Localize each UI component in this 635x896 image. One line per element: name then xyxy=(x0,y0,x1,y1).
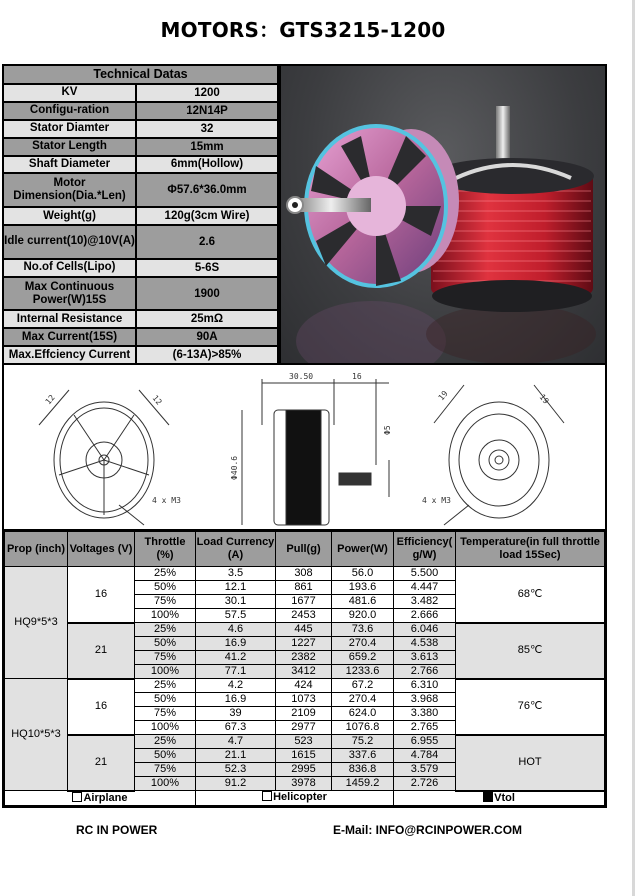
data-cell: 4.784 xyxy=(394,749,456,763)
data-cell: 56.0 xyxy=(332,567,394,581)
data-cell: 5.500 xyxy=(394,567,456,581)
data-cell: 481.6 xyxy=(332,595,394,609)
voltage-cell: 16 xyxy=(68,679,135,735)
tech-row xyxy=(4,85,277,103)
data-cell: 2.765 xyxy=(394,721,456,735)
data-cell: 1073 xyxy=(276,693,332,707)
data-cell: 57.5 xyxy=(196,609,276,623)
data-cell: 2.726 xyxy=(394,777,456,791)
data-cell: 1459.2 xyxy=(332,777,394,791)
data-cell: 2.766 xyxy=(394,665,456,679)
tech-row xyxy=(4,103,277,121)
technical-data-table xyxy=(4,66,279,363)
data-cell: 100% xyxy=(135,721,196,735)
tech-value: 6mm(Hollow) xyxy=(170,158,244,171)
type-option-helicopter[interactable] xyxy=(196,791,394,806)
data-cell: 75% xyxy=(135,763,196,777)
data-cell: 75% xyxy=(135,707,196,721)
data-cell: 77.1 xyxy=(196,665,276,679)
temperature-cell: HOT xyxy=(456,735,605,791)
side-shaft-diameter-dim: Φ5 xyxy=(383,425,392,435)
tech-label: Motor Dimension(Dia.*Len) xyxy=(4,174,137,206)
data-cell: 100% xyxy=(135,777,196,791)
technical-data-heading: Technical Datas xyxy=(4,66,277,85)
data-cell: 2382 xyxy=(276,651,332,665)
table-row xyxy=(5,735,605,749)
data-cell: 4.2 xyxy=(196,679,276,693)
data-cell: 100% xyxy=(135,609,196,623)
data-cell: 75% xyxy=(135,651,196,665)
tech-label: Max.Effciency Current xyxy=(4,347,137,363)
data-cell: 4.6 xyxy=(196,623,276,637)
data-cell: 4.538 xyxy=(394,637,456,651)
tech-row xyxy=(4,226,277,260)
tech-row xyxy=(4,278,277,312)
data-cell: 2453 xyxy=(276,609,332,623)
data-cell: 6.046 xyxy=(394,623,456,637)
data-cell: 445 xyxy=(276,623,332,637)
data-cell: 16.9 xyxy=(196,693,276,707)
data-cell: 25% xyxy=(135,623,196,637)
data-cell: 75.2 xyxy=(332,735,394,749)
data-cell: 91.2 xyxy=(196,777,276,791)
data-cell: 3.968 xyxy=(394,693,456,707)
data-cell: 1227 xyxy=(276,637,332,651)
table-row xyxy=(5,567,605,581)
tech-row xyxy=(4,139,277,157)
brand-name: RC IN POWER xyxy=(76,823,158,837)
checkbox-empty-icon[interactable] xyxy=(262,791,272,801)
tech-row xyxy=(4,347,277,363)
column-header: Load Currency (A) xyxy=(196,532,276,567)
data-cell: 270.4 xyxy=(332,637,394,651)
data-cell: 2995 xyxy=(276,763,332,777)
voltage-cell: 16 xyxy=(68,567,135,623)
data-cell: 3.5 xyxy=(196,567,276,581)
data-cell: 12.1 xyxy=(196,581,276,595)
data-cell: 67.3 xyxy=(196,721,276,735)
data-cell: 920.0 xyxy=(332,609,394,623)
voltage-cell: 21 xyxy=(68,623,135,679)
tech-value: Φ57.6*36.0mm xyxy=(167,184,247,197)
data-cell: 6.955 xyxy=(394,735,456,749)
data-cell: 4.7 xyxy=(196,735,276,749)
top-section xyxy=(4,66,605,365)
checkbox-checked-icon[interactable] xyxy=(483,792,493,802)
tech-row xyxy=(4,329,277,347)
tech-row xyxy=(4,260,277,278)
column-header: Throttle (%) xyxy=(135,532,196,567)
data-cell: 2977 xyxy=(276,721,332,735)
tech-label: Configu-ration xyxy=(4,103,137,119)
tech-label: KV xyxy=(4,85,137,101)
tech-row xyxy=(4,157,277,175)
tech-value: 1200 xyxy=(194,86,220,99)
data-cell: 100% xyxy=(135,665,196,679)
temperature-cell: 68℃ xyxy=(456,567,605,623)
front-holes-label: 4 x M3 xyxy=(152,496,181,505)
technical-drawings xyxy=(4,365,605,531)
data-cell: 3412 xyxy=(276,665,332,679)
tech-value: 5-6S xyxy=(194,261,220,274)
data-cell: 3.579 xyxy=(394,763,456,777)
data-cell: 41.2 xyxy=(196,651,276,665)
data-cell: 3.380 xyxy=(394,707,456,721)
side-shaft-dim: 16 xyxy=(352,372,362,381)
data-cell: 67.2 xyxy=(332,679,394,693)
table-row xyxy=(5,679,605,693)
data-cell: 3.613 xyxy=(394,651,456,665)
data-cell: 308 xyxy=(276,567,332,581)
tech-label: Shaft Diameter xyxy=(4,157,137,173)
data-cell: 337.6 xyxy=(332,749,394,763)
data-cell: 3.482 xyxy=(394,595,456,609)
tech-value: 25mΩ xyxy=(190,313,224,326)
tech-value: 32 xyxy=(200,122,214,135)
data-cell: 2109 xyxy=(276,707,332,721)
data-cell: 50% xyxy=(135,637,196,651)
data-cell: 39 xyxy=(196,707,276,721)
prop-cell: HQ9*5*3 xyxy=(5,567,68,679)
spec-sheet xyxy=(2,64,607,808)
tech-label: Weight(g) xyxy=(4,208,137,224)
type-option-vtol[interactable] xyxy=(394,791,605,806)
data-cell: 2.666 xyxy=(394,609,456,623)
temperature-cell: 76℃ xyxy=(456,679,605,735)
data-cell: 270.4 xyxy=(332,693,394,707)
performance-table xyxy=(4,531,605,806)
data-cell: 659.2 xyxy=(332,651,394,665)
data-cell: 193.6 xyxy=(332,581,394,595)
aircraft-type-row xyxy=(5,791,605,806)
data-cell: 836.8 xyxy=(332,763,394,777)
data-cell: 861 xyxy=(276,581,332,595)
data-cell: 25% xyxy=(135,567,196,581)
tech-row xyxy=(4,174,277,208)
performance-header-row xyxy=(5,532,605,567)
voltage-cell: 21 xyxy=(68,735,135,791)
tech-label: Internal Resistance xyxy=(4,311,137,327)
tech-value: 1900 xyxy=(194,287,220,300)
checkbox-empty-icon[interactable] xyxy=(72,792,82,802)
column-header: Prop (inch) xyxy=(5,532,68,567)
type-label: Helicopter xyxy=(273,791,327,804)
tech-label: Stator Length xyxy=(4,139,137,155)
data-cell: 4.447 xyxy=(394,581,456,595)
data-cell: 50% xyxy=(135,749,196,763)
tech-row xyxy=(4,208,277,226)
type-label: Vtol xyxy=(494,791,515,804)
tech-value: 120g(3cm Wire) xyxy=(164,210,250,223)
data-cell: 50% xyxy=(135,693,196,707)
motor-product-photo xyxy=(279,66,605,363)
type-option-airplane[interactable] xyxy=(5,791,196,806)
tech-value: (6-13A)>85% xyxy=(172,349,242,362)
page-title: MOTORS：GTS3215-1200 xyxy=(160,18,446,42)
data-cell: 16.9 xyxy=(196,637,276,651)
front-dim-1: 12 xyxy=(43,393,57,407)
tech-row xyxy=(4,121,277,139)
side-length-dim: 30.50 xyxy=(289,372,314,381)
column-header: Pull(g) xyxy=(276,532,332,567)
tech-label: Idle current(10)@10V(A) xyxy=(4,226,137,258)
data-cell: 30.1 xyxy=(196,595,276,609)
temperature-cell: 85℃ xyxy=(456,623,605,679)
front-dim-2: 12 xyxy=(150,393,164,407)
back-dim-1: 19 xyxy=(436,389,450,403)
data-cell: 523 xyxy=(276,735,332,749)
table-row xyxy=(5,623,605,637)
data-cell: 1076.8 xyxy=(332,721,394,735)
data-cell: 3978 xyxy=(276,777,332,791)
type-label: Airplane xyxy=(83,791,128,804)
data-cell: 50% xyxy=(135,581,196,595)
data-cell: 1677 xyxy=(276,595,332,609)
tech-value: 12N14P xyxy=(186,104,228,117)
data-cell: 1615 xyxy=(276,749,332,763)
data-cell: 73.6 xyxy=(332,623,394,637)
dimension-drawings xyxy=(4,365,605,529)
data-cell: 25% xyxy=(135,735,196,749)
data-cell: 21.1 xyxy=(196,749,276,763)
tech-value: 2.6 xyxy=(199,235,215,248)
data-cell: 75% xyxy=(135,595,196,609)
data-cell: 1233.6 xyxy=(332,665,394,679)
back-holes-label: 4 x M3 xyxy=(422,496,451,505)
contact-email[interactable]: E-Mail: INFO@RCINPOWER.COM xyxy=(333,823,523,837)
tech-value: 15mm xyxy=(190,140,224,153)
tech-label: Max Current(15S) xyxy=(4,329,137,345)
data-cell: 6.310 xyxy=(394,679,456,693)
tech-label: Stator Diamter xyxy=(4,121,137,137)
data-cell: 52.3 xyxy=(196,763,276,777)
back-dim-2: 19 xyxy=(537,392,551,406)
tech-label: No.of Cells(Lipo) xyxy=(4,260,137,276)
prop-cell: HQ10*5*3 xyxy=(5,679,68,791)
tech-value: 90A xyxy=(196,331,218,344)
data-cell: 424 xyxy=(276,679,332,693)
column-header: Power(W) xyxy=(332,532,394,567)
column-header: Temperature(in full throttle load 15Sec) xyxy=(456,532,605,567)
column-header: Efficiency( g/W) xyxy=(394,532,456,567)
data-cell: 25% xyxy=(135,679,196,693)
side-diameter-dim: Φ40.6 xyxy=(230,455,239,480)
motor-render-image xyxy=(281,66,605,363)
tech-row xyxy=(4,311,277,329)
tech-label: Max Continuous Power(W)15S xyxy=(4,278,137,310)
data-cell: 624.0 xyxy=(332,707,394,721)
column-header: Voltages (V) xyxy=(68,532,135,567)
